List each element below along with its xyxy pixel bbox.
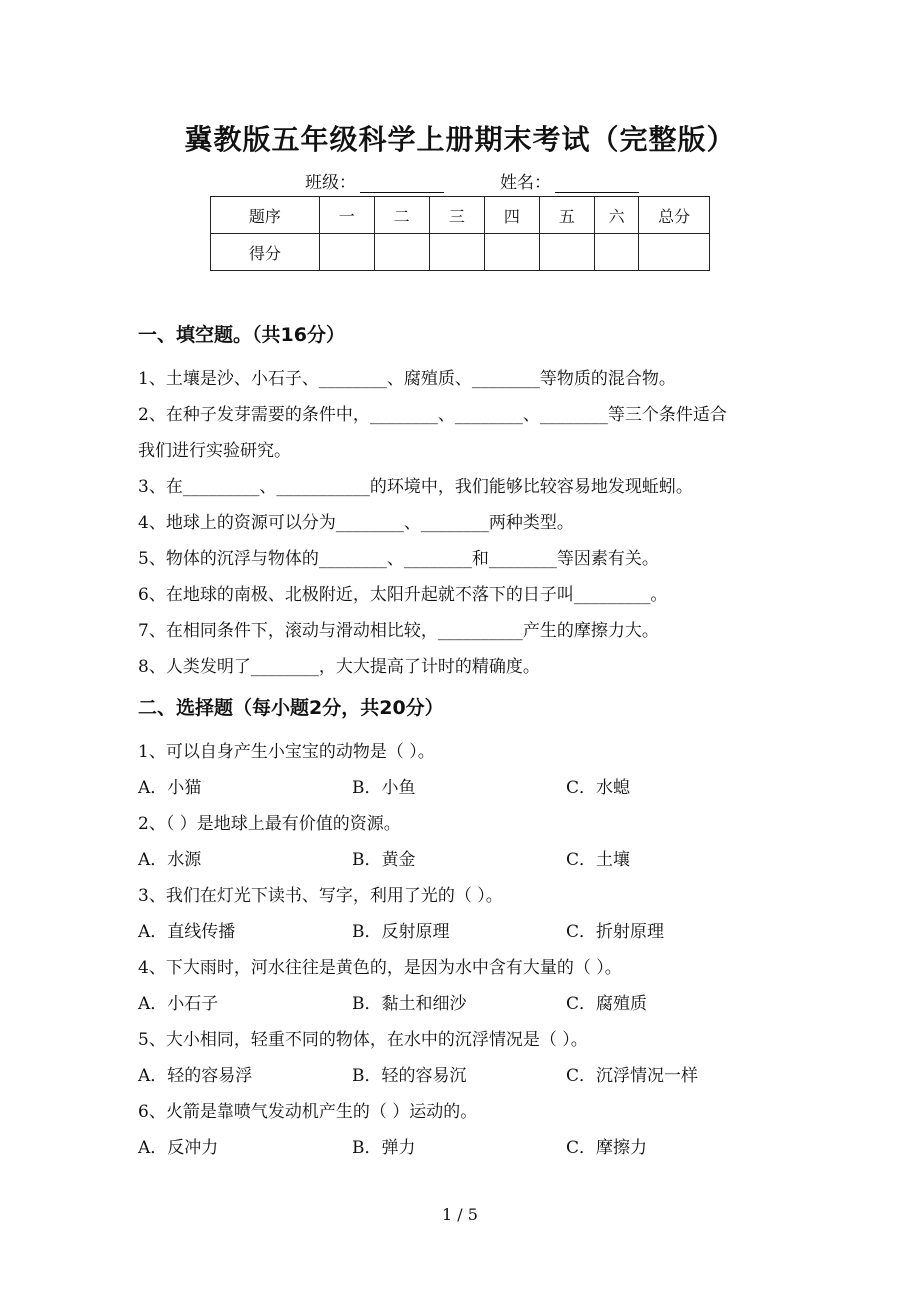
option-c: C．水螅 [566, 778, 631, 798]
question-line: 1、可以自身产生小宝宝的动物是（ ）。 [138, 742, 435, 762]
section-heading: 一、填空题。（共16分） [138, 324, 345, 346]
option-c: C．沉浮情况一样 [566, 1066, 699, 1086]
question-line: 3、在_________、___________的环境中，我们能够比较容易地发现蚯蚓。 [138, 477, 693, 497]
option-a: A．小石子 [138, 994, 219, 1014]
section-heading: 二、选择题（每小题2分，共20分） [138, 697, 444, 719]
score-table-header-row [211, 197, 710, 234]
class-label: 班级： [305, 173, 356, 193]
score-cell: 得分 [211, 234, 320, 271]
score-cell: 四 [484, 197, 539, 234]
question-line: 2、（ ）是地球上最有价值的资源。 [138, 814, 401, 834]
page-title: 冀教版五年级科学上册期末考试（完整版） [184, 123, 736, 156]
score-table-score-row [211, 234, 710, 271]
option-b: B．黏土和细沙 [352, 994, 467, 1014]
option-b: B．小鱼 [352, 778, 416, 798]
score-table [210, 196, 710, 271]
question-line: 8、人类发明了________，大大提高了计时的精确度。 [138, 657, 540, 677]
score-cell: 三 [429, 197, 484, 234]
question-line: 6、在地球的南极、北极附近，太阳升起就不落下的日子叫_________。 [138, 585, 668, 605]
question-line: 7、在相同条件下，滚动与滑动相比较，__________产生的摩擦力大。 [138, 621, 659, 641]
question-line: 5、物体的沉浮与物体的________、________和________等因素有关。 [138, 549, 659, 569]
class-blank [360, 176, 444, 193]
option-c: C．折射原理 [566, 922, 665, 942]
score-cell-empty [319, 234, 374, 271]
option-a: A．小猫 [138, 778, 202, 798]
score-cell: 五 [539, 197, 594, 234]
question-line: 1、土壤是沙、小石子、________、腐殖质、________等物质的混合物。 [138, 369, 676, 389]
page-number: 1 / 5 [442, 1205, 478, 1224]
option-b: B．黄金 [352, 850, 416, 870]
score-cell: 六 [594, 197, 638, 234]
name-blank [555, 176, 639, 193]
question-line: 4、下大雨时，河水往往是黄色的，是因为水中含有大量的（ ）。 [138, 958, 622, 978]
score-cell-empty [594, 234, 638, 271]
option-c: C．土壤 [566, 850, 631, 870]
question-line: 我们进行实验研究。 [138, 441, 291, 461]
score-cell: 题序 [211, 197, 320, 234]
question-line: 3、我们在灯光下读书、写字，利用了光的（ ）。 [138, 886, 503, 906]
option-b: B．反射原理 [352, 922, 450, 942]
question-line: 2、在种子发芽需要的条件中，________、________、________等三个条件适合 [138, 405, 727, 425]
score-cell-empty [539, 234, 594, 271]
option-b: B．弹力 [352, 1138, 416, 1158]
question-line: 5、大小相同，轻重不同的物体，在水中的沉浮情况是（ ）。 [138, 1030, 588, 1050]
score-cell: 二 [374, 197, 429, 234]
score-cell-empty [429, 234, 484, 271]
score-cell-empty [374, 234, 429, 271]
option-a: A．反冲力 [138, 1138, 219, 1158]
option-a: A．水源 [138, 850, 202, 870]
option-a: A．轻的容易浮 [138, 1066, 253, 1086]
option-c: C．摩擦力 [566, 1138, 648, 1158]
name-field [500, 168, 639, 193]
option-c: C．腐殖质 [566, 994, 648, 1014]
score-cell-empty [639, 234, 710, 271]
score-cell: 总分 [639, 197, 710, 234]
class-field [305, 168, 444, 193]
question-line: 4、地球上的资源可以分为________、________两种类型。 [138, 513, 574, 533]
score-cell-empty [484, 234, 539, 271]
score-cell: 一 [319, 197, 374, 234]
option-a: A．直线传播 [138, 922, 236, 942]
name-label: 姓名： [500, 173, 551, 193]
question-line: 6、火箭是靠喷气发动机产生的（ ）运动的。 [138, 1102, 478, 1122]
option-b: B．轻的容易沉 [352, 1066, 467, 1086]
